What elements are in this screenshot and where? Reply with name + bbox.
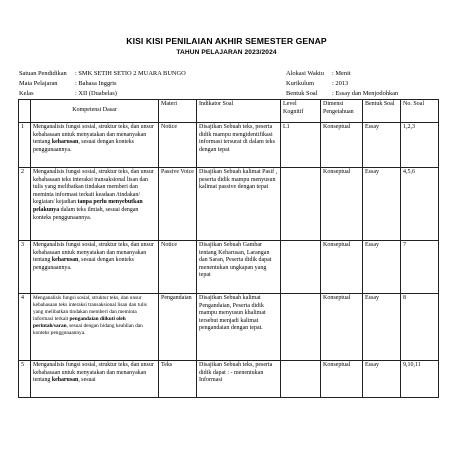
info-label: Mata Pelajaran: [19, 80, 58, 87]
cell-no: 2: [19, 168, 31, 241]
cell-materi: Teks: [159, 361, 197, 398]
cell-kd: [31, 294, 159, 361]
cell-indikator: Disajikan Sebuah teks, peserta didik mampu mengidentifikasi informasi tersurat di dalam teks dengan tepat: [197, 123, 281, 168]
table-row: [19, 361, 439, 398]
cell-nosoal: 9,10,11: [401, 361, 439, 398]
cell-kd: [31, 241, 159, 294]
cell-no: 4: [19, 294, 31, 361]
cell-level: [281, 168, 321, 241]
info-label: Alokasi Waktu: [286, 70, 324, 77]
kd-text-end: , sesuai dengan konteks penggunaannya.: [33, 139, 134, 153]
cell-bentuk: Essay: [363, 168, 401, 241]
info-value: : Essay dan Menjodohkan: [332, 90, 399, 97]
cell-kd: [31, 168, 159, 241]
kd-bold-text: pengandaian diikuti oleh perintah/saran: [33, 315, 126, 329]
kd-bold-text: tanpa perlu menyebutkan pelakunya: [33, 199, 143, 213]
info-row: [286, 79, 398, 89]
cell-dimensi: Konseptual: [321, 241, 363, 294]
kisi-table: [18, 99, 439, 398]
cell-no: 3: [19, 241, 31, 294]
kd-text-end: , sesuai dengan konteks penggunaannya.: [33, 257, 134, 271]
header-materi: Materi: [159, 100, 197, 123]
cell-level: [281, 361, 321, 398]
header-indikator: Indikator Soal: [197, 100, 281, 123]
kd-text: Menganalisis fungsi sosial, struktur teks, dan unsur kebahasaan teks interaksi transaksional lisan dan tulis yang melibatkan tindakan memberi dan meminta informasi terkait: [33, 295, 147, 322]
info-row: [286, 89, 398, 99]
cell-bentuk: Essay: [363, 241, 401, 294]
kd-bold-text: keharusan: [51, 257, 79, 264]
cell-indikator: Disajikan Sebuah teks, peserta didik dapat : - menentukan Informasi: [197, 361, 281, 398]
cell-dimensi: Konseptual: [321, 123, 363, 168]
document-title: KISI KISI PENILAIAN AKHIR SEMESTER GENAP: [126, 36, 327, 46]
header-level: Level Kognitif: [281, 100, 321, 123]
cell-dimensi: Konseptual: [321, 168, 363, 241]
kd-text: Menganalisis fungsi sosial, struktur teks, dan unsur kebahasaan untuk menyatakan dan menanyakan tentang: [33, 242, 154, 264]
cell-indikator: Disajikan Sebuah kalimat Pasif , peserta didik mampu menyusun kalimat passive dengan tepat: [197, 168, 281, 241]
document-subtitle: TAHUN PELAJARAN 2023/2024: [176, 49, 277, 56]
info-value: : XII (Duabelas): [75, 90, 117, 97]
cell-indikator: Disajikan Sebuah Gambar tentang Keharusan, Larangan dan Saran, Peserta didik dapat menentukan ungkapan yang tepat: [197, 241, 281, 294]
kd-bold-text: keharusan: [51, 139, 79, 146]
cell-bentuk: Essay: [363, 294, 401, 361]
info-row: [286, 69, 398, 79]
cell-dimensi: Konseptual: [321, 361, 363, 398]
cell-materi: Notice: [159, 123, 197, 168]
kd-text-end: , sesuai: [78, 377, 96, 384]
cell-nosoal: 7: [401, 241, 439, 294]
cell-kd: [31, 361, 159, 398]
cell-bentuk: Essay: [363, 123, 401, 168]
header-dimensi: Dimensi Pengetahuan: [321, 100, 363, 123]
cell-dimensi: Konseptual: [321, 294, 363, 361]
cell-no: 1: [19, 123, 31, 168]
info-value: : Bahasa Inggris: [75, 80, 117, 87]
cell-materi: Pengandaian: [159, 294, 197, 361]
table-row: [19, 168, 439, 241]
cell-level: [281, 294, 321, 361]
cell-nosoal: 4,5,6: [401, 168, 439, 241]
cell-materi: Notice: [159, 241, 197, 294]
info-label: Satuan Pendidikan: [19, 70, 67, 77]
cell-level: [281, 241, 321, 294]
kd-text: Menganalisis fungsi sosial, struktur teks, dan unsur kebahasaan untuk menyatakan dan menanyakan tentang: [33, 362, 154, 384]
info-value: : Menit: [332, 70, 351, 77]
table-header-row: [19, 100, 439, 123]
table-row: [19, 294, 439, 361]
info-label: Bentuk Soal: [286, 90, 318, 97]
kd-text: Menganalisis fungsi sosial, struktur teks, dan unsur kebahasaan teks interaksi transaksional lisan dan tulis yang melibatkan tindakan memberi dan meminta informasi terkait keadaan /tindakan/ kegiatan/ kejadian: [33, 169, 154, 206]
cell-bentuk: Essay: [363, 361, 401, 398]
cell-level: L1: [281, 123, 321, 168]
info-row: [19, 89, 186, 99]
info-value: : 2013: [332, 80, 349, 87]
cell-kd: [31, 123, 159, 168]
kd-text-end: dalam teks ilmiah, sesuai dengan konteks penggunaannya.: [33, 206, 139, 221]
kd-text: Menganalisis fungsi sosial, struktur teks, dan unsur kebahasaan untuk menyatakan dan menanyakan tentang: [33, 124, 154, 146]
info-value: : SMK SETIH SETIO 2 MUARA BUNGO: [75, 70, 186, 77]
table-row: [19, 123, 439, 168]
cell-no: 5: [19, 361, 31, 398]
header-kd: Kompetensi Dasar: [31, 100, 159, 123]
kd-text-end: , sesuai dengan bidang keahlian dan konteks penggunaannya.: [33, 322, 143, 336]
cell-indikator: Disajikan Sebuah kalimat Pengandaian, Peserta didik mampu menyusun khalimat tersebut menjadi kalimat pengandaian dengan tepat.: [197, 294, 281, 361]
header-nosoal: No. Soal: [401, 100, 439, 123]
header-bentuk: Bentuk Soal: [363, 100, 401, 123]
cell-materi: Passive Voice: [159, 168, 197, 241]
info-row: [19, 79, 186, 89]
header-no: [19, 100, 31, 123]
cell-nosoal: 1,2,3: [401, 123, 439, 168]
table-row: [19, 241, 439, 294]
info-right: [286, 69, 398, 99]
info-row: [19, 69, 186, 79]
cell-nosoal: 8: [401, 294, 439, 361]
info-label: Kurikulum: [286, 80, 315, 87]
info-left: [19, 69, 186, 99]
kd-bold-text: keharusan: [51, 377, 79, 384]
info-label: Kelas: [19, 90, 34, 97]
